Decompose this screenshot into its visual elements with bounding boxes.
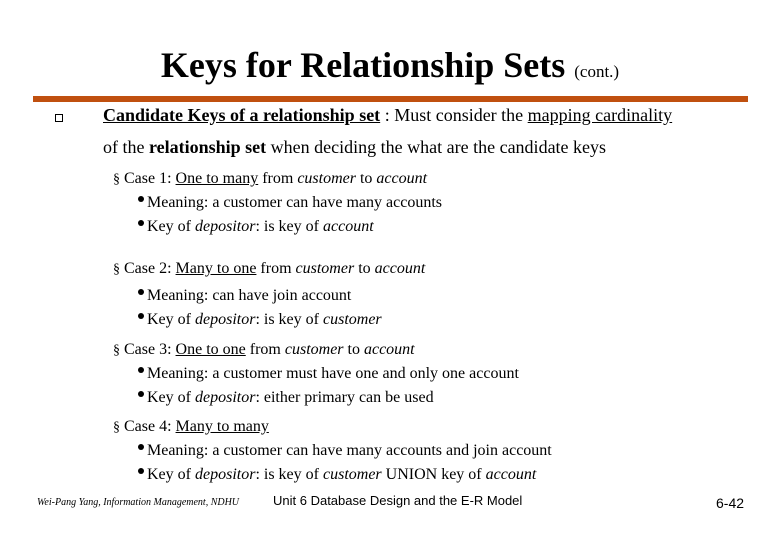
slide-title [0, 44, 780, 86]
intro-line2-text-b: when deciding the what are the candidate keys [266, 137, 607, 157]
case-3-heading [113, 341, 415, 359]
detail-italic: customer [322, 466, 382, 483]
detail-italic: depositor [194, 311, 256, 328]
detail-text: Key of [147, 218, 195, 235]
intro-candidate-keys: Candidate Keys of a relationship set [103, 105, 381, 125]
detail-italic: account [485, 466, 537, 483]
case-mapping: One to many [175, 170, 259, 187]
detail-text: : is key of [255, 466, 323, 483]
intro-line2-text-a: of the [103, 137, 149, 157]
detail-italic: account [322, 218, 374, 235]
case-to: to [354, 260, 375, 277]
dot-bullet-icon [138, 468, 144, 474]
case-entity-1: customer [297, 170, 356, 187]
detail-text: Key of [147, 466, 195, 483]
dot-bullet-icon [138, 444, 144, 450]
hollow-square-bullet-icon [55, 114, 63, 122]
case-label: Case 2: [124, 260, 176, 277]
footer-unit-title: Unit 6 Database Design and the E-R Model [273, 493, 523, 508]
case-4-detail-1 [147, 442, 552, 460]
detail-text: Meaning: a customer can have many accounts [147, 194, 442, 211]
case-entity-2: account [374, 260, 426, 277]
dot-bullet-icon [138, 220, 144, 226]
detail-text: Key of [147, 311, 195, 328]
filled-square-bullet-icon: § [113, 420, 120, 435]
case-mapping: One to one [175, 341, 246, 358]
detail-text: : either primary can be used [255, 389, 434, 406]
title-divider [33, 96, 748, 102]
case-2-detail-2 [147, 311, 382, 329]
filled-square-bullet-icon: § [113, 262, 120, 277]
case-entity-1: customer [284, 341, 344, 358]
dot-bullet-icon [138, 196, 144, 202]
case-label: Case 3: [124, 341, 176, 358]
detail-text: UNION key of [381, 466, 486, 483]
detail-text: : is key of [255, 218, 323, 235]
case-to: to [343, 341, 364, 358]
case-label: Case 4: [124, 418, 176, 435]
dot-bullet-icon [138, 367, 144, 373]
filled-square-bullet-icon: § [113, 172, 120, 187]
detail-text: Meaning: a customer can have many accounts and join account [147, 442, 552, 459]
case-2-detail-1 [147, 287, 351, 305]
dot-bullet-icon [138, 289, 144, 295]
detail-italic: depositor [194, 466, 256, 483]
case-2-heading [113, 260, 425, 278]
dot-bullet-icon [138, 391, 144, 397]
case-from: from [258, 170, 298, 187]
detail-text: : is key of [255, 311, 323, 328]
case-entity-2: account [363, 341, 415, 358]
case-label: Case 1: [124, 170, 176, 187]
intro-line-1 [103, 105, 672, 126]
case-4-detail-2 [147, 466, 536, 484]
case-entity-1: customer [295, 260, 355, 277]
intro-line2-bold: relationship set [148, 137, 267, 157]
slide-title-main: Keys for Relationship Sets [160, 45, 566, 85]
case-entity-2: account [376, 170, 428, 187]
case-mapping: Many to many [175, 418, 269, 435]
intro-text: : Must consider the [380, 105, 528, 125]
case-1-heading [113, 170, 427, 188]
page-number: 6-42 [716, 495, 745, 511]
case-1-detail-2 [147, 218, 374, 236]
intro-line-2 [103, 137, 606, 158]
dot-bullet-icon [138, 313, 144, 319]
filled-square-bullet-icon: § [113, 343, 120, 358]
case-to: to [355, 170, 377, 187]
case-3-detail-1 [147, 365, 519, 383]
case-from: from [245, 341, 285, 358]
detail-text: Meaning: a customer must have one and only one account [147, 365, 519, 382]
detail-italic: depositor [194, 218, 256, 235]
footer-author: Wei-Pang Yang, Information Management, NDHU [37, 497, 240, 508]
case-1-detail-1 [147, 194, 442, 212]
detail-italic: customer [322, 311, 382, 328]
case-3-detail-2 [147, 389, 434, 407]
slide-title-suffix: (cont.) [574, 62, 620, 81]
case-mapping: Many to one [175, 260, 257, 277]
detail-text: Key of [147, 389, 195, 406]
case-from: from [256, 260, 296, 277]
detail-text: Meaning: can have join account [147, 287, 352, 304]
intro-mapping-cardinality: mapping cardinality [527, 105, 673, 125]
detail-italic: depositor [194, 389, 256, 406]
case-4-heading [113, 418, 269, 436]
